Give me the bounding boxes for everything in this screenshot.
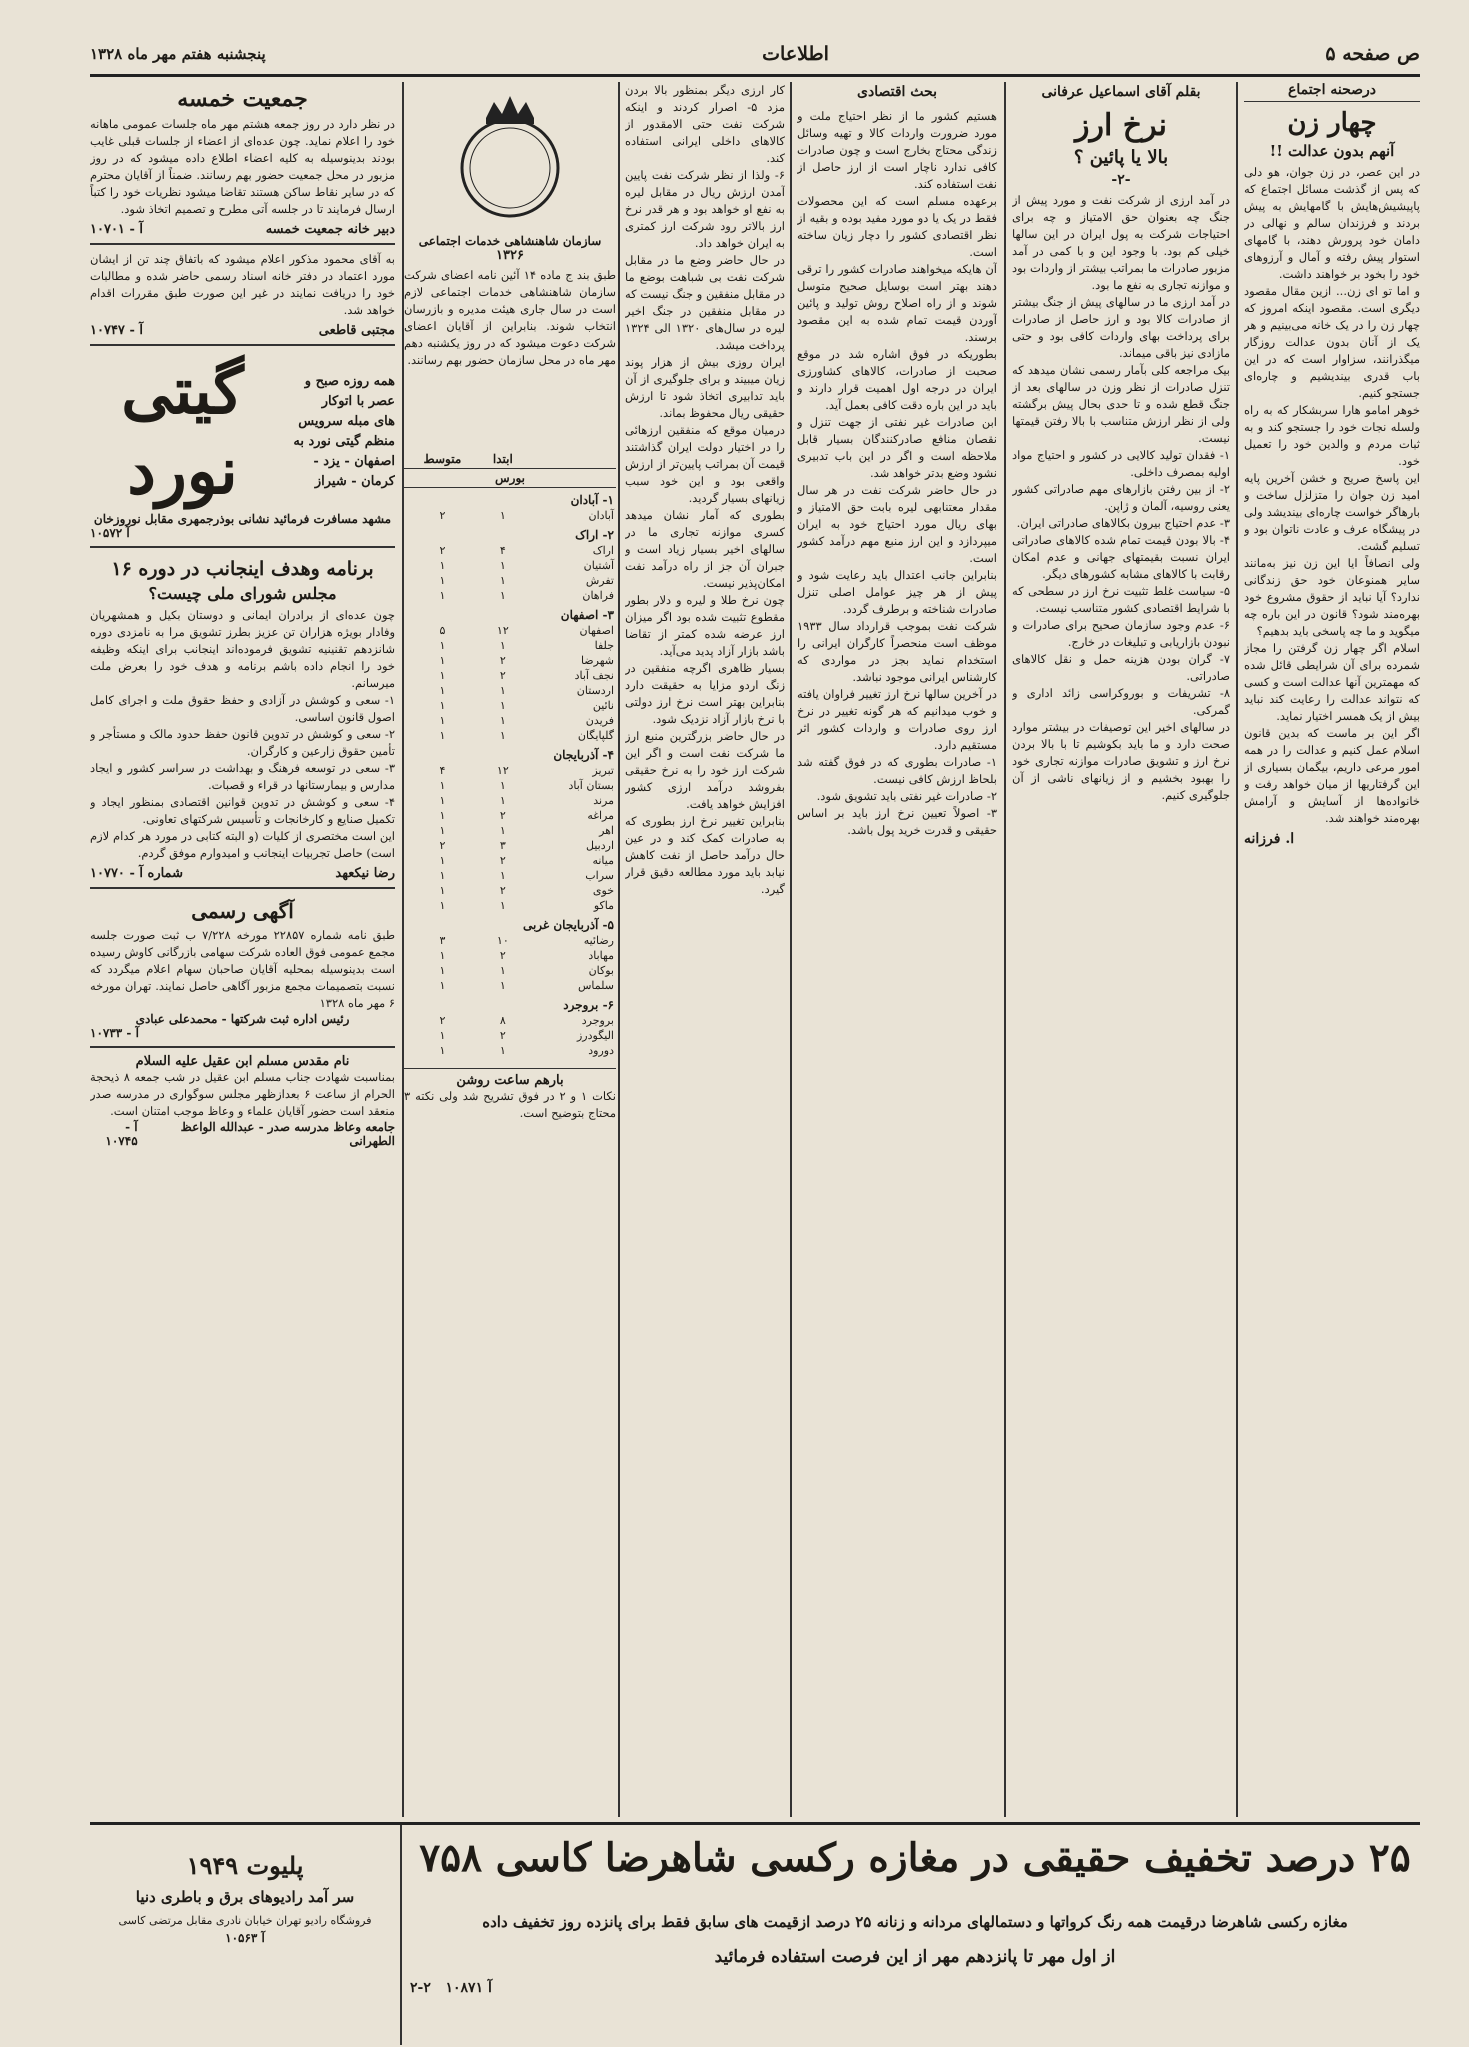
bourse-count: ۲ <box>439 1014 446 1027</box>
bourse-group-row <box>404 488 616 509</box>
program-notice <box>90 546 395 881</box>
bourse-count: ۱ <box>439 779 446 792</box>
bourse-count: ۱ <box>439 949 446 962</box>
bourse-count: ۲ <box>499 854 506 867</box>
section-label: بحث اقتصادی <box>857 84 937 100</box>
notice-footer <box>90 323 395 338</box>
article-paragraph: در آخرین سالها نرخ ارز تغییر فراوان یافته و خوب میدانیم که هر گونه تغییر در نرخ ارز روی صادرات و واردات کشور اثر مستقیم دارد. <box>797 687 997 752</box>
bourse-count: ۱۲ <box>496 624 509 637</box>
bourse-count: ۲ <box>439 509 446 522</box>
program-item: ۳- سعی در توسعه فرهنگ و بهداشت در سراسر کشور و ایجاد مدارس و بیمارستانها در قراء و قصبات. <box>90 761 395 792</box>
rexy-ad-line: مغازه رکسی شاهرضا درقیمت همه رنگ کرواتها و دستمالهای مردانه و زنانه ۲۵ درصد ازقیمت های سابق فقط برای پانزده روز تخفیف داده <box>482 1913 1348 1931</box>
bourse-city: اردبیل <box>586 839 614 852</box>
article-paragraph: کار ارزی دیگر بمنظور بالا بردن مزد ۵- اصرار کردند و اینکه شرکت نفت حتی الامقدور از کالاهای داخلی ایرانی استفاده کند. <box>625 83 785 165</box>
bourse-count: ۱ <box>439 639 446 652</box>
article-paragraph: در حال حاضر وضع ما در مقابل شرکت نفت بی شباهت بوضع ما در مقابل منفقین و جنگ نیست که در مقابل منفقین در جنگ اخیر لیره در سال‌های ۱۳۲۰ الی ۱۳۲۴ پرداخت میشد. <box>625 253 785 352</box>
giti-line: منظم گیتی نورد به <box>293 434 395 449</box>
bourse-col-header: ابتدا <box>481 450 525 469</box>
bourse-city: اردستان <box>576 684 614 697</box>
bourse-row <box>404 653 616 668</box>
bourse-city: اهر <box>599 824 614 837</box>
bourse-city: نجف آباد <box>574 669 614 682</box>
article-list-item: ۶- عدم وجود سازمان صحیح برای صادرات و نبودن بازاریابی و تبلیغات در خارج. <box>1012 618 1230 649</box>
bourse-count: ۱ <box>439 899 446 912</box>
article-list-item: ۳- اصولاً تعیین نرخ ارز باید بر اساس حقیقی و قدرت خرید پول باشد. <box>797 806 997 837</box>
bourse-row <box>404 573 616 588</box>
bourse-count: ۱ <box>499 684 506 697</box>
bourse-row <box>404 778 616 793</box>
bourse-table <box>404 450 616 1058</box>
bourse-count: ۱ <box>499 574 506 587</box>
bourse-row <box>404 763 616 778</box>
article-paragraph: در این عصر، در زن جوان، هو دلی که پس از گذشت مسائل اجتماع که پاپیشیش‌هایش با گامهایش به پیش بردند و فرزندان سالم و نهالی در دامان خود پرورش دهند، با گامهای استوار پیش رفته و آمال و آرزوهای خود را بخود بر خواهند داشت. <box>1244 165 1420 281</box>
notice-number: آ - ۱۰۷۴۷ <box>90 323 143 338</box>
article-list-item: ۵- سیاست غلط تثبیت نرخ ارز در سطحی که با شرایط اقتصادی کشور متناسب نیست. <box>1012 584 1230 615</box>
bourse-row <box>404 933 616 948</box>
bourse-city: رضائیه <box>583 934 614 947</box>
bourse-row <box>404 868 616 883</box>
bourse-count: ۱ <box>439 714 446 727</box>
bourse-row <box>404 978 616 993</box>
bourse-row <box>404 948 616 963</box>
bourse-row <box>404 728 616 743</box>
bourse-count: ۱ <box>439 699 446 712</box>
bourse-city: سراب <box>585 869 614 882</box>
article-paragraph: در حال حاضر بزرگترین منبع ارز ما شرکت نفت است و اگر این شرکت ارز خود را به نرخ حقیقی بفروشد درآمد ارزی کشور افزایش خواهد یافت. <box>625 729 785 811</box>
bourse-city: شهرضا <box>580 654 614 667</box>
bourse-row <box>404 588 616 603</box>
notice-footer <box>90 222 395 237</box>
article-paragraph: و اما تو ای زن... ازین مقال مقصود دیگری است. مقصود اینکه امروز که چهار زن را در یک خانه می‌بینیم و هر یک از آنان بدون عدالت روزگار میگذرانند، سزاوار است که در این باب قدری بیندیشیم و چاره‌ای جستجو کنیم. <box>1244 284 1420 400</box>
personal-notice <box>90 243 395 338</box>
bourse-table-section <box>404 450 616 1320</box>
bourse-row <box>404 668 616 683</box>
giti-address: مشهد مسافرت فرمائید نشانی بوذرجمهری مقابل نوروزخان <box>93 512 392 526</box>
official-notice-number: آ - ۱۰۷۳۳ <box>90 1026 139 1040</box>
bottom-ad-strip <box>90 1822 1420 2045</box>
article-paragraph: ایران روزی بیش از هزار پوند زیان میبیند و برای جلوگیری از آن باید تدابیری اتخاذ شود تا ارزش حقیقی ریال محفوظ بماند. <box>625 355 785 420</box>
bourse-count: ۱ <box>499 699 506 712</box>
article-paragraph: ۶- ولذا از نظر شرکت نفت پایین آمدن ارزش ریال در مقابل لیره به نفع او خواهد بود و هر قدر نرخ ارز بالاتر رود شرکت ارز کمتری به ایران خواهد داد. <box>625 168 785 250</box>
article-paragraph: بطوریکه در فوق اشاره شد در موقع صحبت از صادرات، کالاهای کشاورزی ایران در درجه اول اهمیت قرار دارند و باید در این باره دقت کافی بعمل آید. <box>797 347 997 412</box>
bourse-count: ۲ <box>499 669 506 682</box>
official-notice-title: آگهی رسمی <box>191 899 294 923</box>
philco-number: آ ۱۰۵۶۳ <box>225 1931 265 1945</box>
bourse-count: ۱ <box>439 979 446 992</box>
bourse-count: ۱ <box>499 779 506 792</box>
bourse-count: ۱ <box>439 729 446 742</box>
bourse-count: ۲ <box>499 884 506 897</box>
bourse-row <box>404 508 616 523</box>
bourse-count: ۱ <box>439 669 446 682</box>
article-list-item: ۷- گران بودن هزینه حمل و نقل کالاهای صادراتی. <box>1012 652 1230 683</box>
program-item: ۱- سعی و کوشش در آزادی و حفظ حقوق ملت و اجرای کامل اصول قانون اساسی. <box>90 693 395 724</box>
article-subtitle: آنهم بدون عدالت !! <box>1269 142 1395 160</box>
bourse-count: ۱۲ <box>496 764 509 777</box>
program-subtitle: مجلس شورای ملی چیست؟ <box>148 584 337 603</box>
bourse-count: ۱ <box>439 654 446 667</box>
program-paragraph: این است مختصری از کلیات (و البته کتابی در مورد هر کدام لازم است) حاصل تجربیات اینجانب و امیدوارم موفق گردم. <box>90 829 395 860</box>
bourse-city: دورود <box>588 1044 614 1057</box>
bourse-count: ۱ <box>499 509 506 522</box>
bourse-city: مراغه <box>587 809 614 822</box>
article-paragraph: خوهر امامو هارا سربشکار که به راه ولسله نجات خود را جستجو کند و به ثبات مردم و والدین خود را تعمیل خود. <box>1244 403 1420 468</box>
bourse-city: آبادان <box>588 509 614 522</box>
program-sign: رضا نیکعهد <box>335 866 395 881</box>
program-item: ۲- سعی و کوشش در تدوین قانون حفظ حدود مالک و مستأجر و تأمین حقوق زارعین و کارگران. <box>90 727 395 758</box>
article-paragraph: شرکت نفت بموجب قرارداد سال ۱۹۳۳ موظف است منحصراً کارگران ایرانی را استخدام نماید بجز در مواردی که کارشناس ایرانی موجود نباشد. <box>797 619 997 684</box>
bourse-count: ۱ <box>439 684 446 697</box>
program-footer <box>90 866 395 881</box>
bourse-count: ۲ <box>499 809 506 822</box>
bourse-count: ۱ <box>499 589 506 602</box>
bourse-city: سلماس <box>578 979 614 992</box>
article-continuation <box>625 82 785 1817</box>
official-notice-text: طبق نامه شماره ۲۲۸۵۷ مورخه ۷/۲۲۸ ب ثبت صورت جلسه مجمع عمومی فوق العاده شرکت سهامی بازرگانی کاوش رسیده است بدینوسیله بمحلیه آقایان صاحبان سهام اعلام میگردد که نسبت بتصمیمات مجمع مزبور آگاهی حاصل نمایند. تهران مورخه ۶ مهر ماه ۱۳۲۸ <box>90 928 395 1010</box>
bourse-row <box>404 823 616 838</box>
bourse-count: ۱ <box>439 869 446 882</box>
bourse-group-row <box>404 913 616 933</box>
notices-column <box>90 82 395 1817</box>
notice-sign: دبیر خانه جمعیت خمسه <box>265 222 395 237</box>
bourse-city: اصفهان <box>579 624 614 637</box>
notice-title: جمعیت خمسه <box>177 86 308 112</box>
bourse-row <box>404 638 616 653</box>
bourse-group-row <box>404 993 616 1013</box>
bourse-group-name: ۱- آبادان <box>570 493 614 507</box>
article-list-item: ۲- صادرات غیر نفتی باید تشویق شود. <box>816 789 997 803</box>
column-rule <box>1236 82 1238 1817</box>
article-paragraph: درمیان موقع که منفقین ارزهائی را در اختیار دولت ایران گذاشتند قیمت آن بمراتب پایین‌تر از ارزش واقعی بود و این خود سبب زیانهای بسیار گردید. <box>625 423 785 505</box>
program-paragraph: چون عده‌ای از برادران ایمانی و دوستان بکیل و همشهریان وفادار بویژه هزاران تن عزیز بطرز تشویق مرا به نامزدی دوره شانزدهم تقنینیه تشویق فرموده‌اند اینجانب برای اینکه وظیفه خود را انجام داده باشم برنامه و هدف خود را بعرض ملت میرسانم. <box>90 608 395 690</box>
article-paragraph: برعهده مسلم است که این محصولات فقط در یک یا دو مورد مفید بوده و بقیه از نظر اقتصادی کشور را دچار زیان ساخته است. <box>797 194 997 259</box>
bourse-count: ۱ <box>439 559 446 572</box>
bourse-count: ۱ <box>439 964 446 977</box>
article-byline: بقلم آقای اسماعیل عرفانی <box>1041 84 1201 100</box>
article-paragraph: اگر این بر ماست که بدین قانون اسلام عمل کنیم و عدالت را در همه امور مرعی داریم، بیگمان بسیاری از این گرفتاریها از میان خواهد رفت و خانواده‌ها از آسایش و آرامش بهره‌مند خواهند شد. <box>1244 726 1420 825</box>
article-paragraph: چون نرخ طلا و لیره و دلار بطور مقطوع تثبیت شده بود اگر میزان ارز عرضه شده کمتر از تقاضا باشد بازار آزاد پدید می‌آید. <box>625 593 785 658</box>
bourse-count: ۱ <box>499 639 506 652</box>
article-paragraph: بیک مراجعه کلی بآمار رسمی نشان میدهد که تنزل صادرات از نظر وزن در سالهای بعد از جنگ قطع شده و تا حدی بحال پیش برگشته ولی از نظر ارزش متناسب با بالا رفتن قیمتها نیست. <box>1012 363 1230 445</box>
issue-date: پنجشنبه هفتم مهر ماه ۱۳۲۸ <box>90 45 266 63</box>
bourse-count: ۸ <box>499 1014 506 1027</box>
bourse-count: ۱ <box>499 824 506 837</box>
article-paragraph: ابن صادرات غیر نفتی از جهت تنزل و نقصان منافع صادرکنندگان بسیار قابل ملاحظه است و اگر در این باب تدبیری نشود وضع بدتر خواهد شد. <box>797 415 997 480</box>
giti-nord-logo: گیتی نورد <box>121 354 244 509</box>
bourse-row <box>404 543 616 558</box>
bourse-count: ۱ <box>499 714 506 727</box>
mourning-notice <box>90 1046 395 1148</box>
article-paragraph: در آمد ارزی از شرکت نفت و مورد پیش از جنگ چه بعنوان حق الامتیاز و چه برای احتیاجات شرکت به پول ایران در این سالها خیلی کم بود. با وجود این و با کمی در آمد مزبور صادرات ما بمراتب بیشتر از واردات بود و موازنه تجاری به نفع ما بود. <box>1012 193 1230 292</box>
bourse-city: مهاباد <box>588 949 614 962</box>
note-title: بارهم ساعت روشن <box>404 1068 616 1088</box>
giti-nord-ad <box>90 344 395 512</box>
bourse-count: ۱ <box>499 729 506 742</box>
bourse-city: جلفا <box>594 639 614 652</box>
bourse-count: ۱ <box>499 869 506 882</box>
bourse-count: ۴ <box>499 544 506 557</box>
bourse-row <box>404 853 616 868</box>
bourse-count: ۱ <box>439 1044 446 1057</box>
notice-number: آ - ۱۰۷۰۱ <box>90 222 143 237</box>
notice-text: طبق بند ج ماده ۱۴ آئین نامه اعضای شرکت سازمان شاهنشاهی خدمات اجتماعی لازم است در سال جاری هیئت مدیره و بازرسان انتخاب شوند. بنابراین از آقایان اعضای شرکت دعوت میشود که در روز یکشنبه دهم مهر ماه در محل سازمان حضور بهم رسانند. <box>404 268 616 367</box>
page-number: ص صفحه ۵ <box>1325 43 1420 65</box>
bourse-count: ۱ <box>499 899 506 912</box>
giti-line: کرمان - شیراز <box>314 474 395 489</box>
mourning-number: آ - ۱۰۷۴۵ <box>105 1120 138 1148</box>
article-list-item: ۱- فقدان تولید کالایی در کشور و احتیاج مواد اولیه بمصرف داخلی. <box>1012 448 1230 479</box>
bourse-row <box>404 713 616 728</box>
giti-line: همه روزه صبح و عصر با اتوکار <box>304 374 395 409</box>
article-chahar-zan <box>1244 82 1420 1817</box>
article-paragraph: در آمد ارزی ما در سالهای پیش از جنگ بیشتر از صادرات کالا بود و ارز حاصل از صادرات برای پرداخت بهای واردات کافی بود و حتی مازادی نیز باقی میماند. <box>1012 295 1230 360</box>
bourse-title: بورس <box>404 469 616 488</box>
bourse-group-name: ۲- اراک <box>575 528 614 542</box>
bourse-count: ۱۰ <box>496 934 509 947</box>
bourse-city: نائین <box>592 699 614 712</box>
bourse-city: آشتیان <box>583 559 614 572</box>
article-list-item: ۲- از بین رفتن بازارهای مهم صادراتی کشور یعنی روسیه، آلمان و ژاپن. <box>1012 482 1230 513</box>
bourse-group-name: ۵- آذربایجان غربی <box>522 918 614 932</box>
bourse-count: ۱ <box>439 574 446 587</box>
article-paragraph: بسیار ظاهری اگرچه منفقین در زنگ اردو مزایا به حقیقت دارد بنابراین بهتر است نرخ ارز دولتی با نرخ بازار آزاد نزدیک شود. <box>625 661 785 726</box>
bourse-row <box>404 1013 616 1028</box>
rexy-ad-line: از اول مهر تا پانزدهم مهر از این فرصت استفاده فرمائید <box>714 1947 1116 1967</box>
bourse-count: ۳ <box>439 934 446 947</box>
bourse-count: ۱ <box>439 794 446 807</box>
section-label: درصحنه اجتماع <box>1244 82 1420 102</box>
column-rule <box>618 82 620 1817</box>
bourse-city: تفرش <box>585 574 614 587</box>
article-paragraph: هستیم کشور ما از نظر احتیاج ملت و مورد ضرورت واردات کالا و تهیه وسائل زندگی محتاج بخارج است و چون صادرات کافی ندارد ناچار است از ارز حاصل از نفت استفاده کند. <box>797 109 997 191</box>
bourse-city: گلپایگان <box>577 729 614 742</box>
article-list-item: ۸- تشریفات و بوروکراسی زائد اداری و گمرکی. <box>1012 686 1230 717</box>
social-services-notice <box>404 82 616 442</box>
bourse-city: الیگودرز <box>576 1029 614 1042</box>
bourse-city: فراهان <box>582 589 614 602</box>
mourning-text: بمناسبت شهادت جناب مسلم ابن عقیل در شب جمعه ۸ ذیحجة الحرام از ساعت ۶ بعدازظهر مجلس سوگواری در مدرسه صدر منعقد است حضور آقایان علماء و وعاظ موجب امتنان است. <box>90 1070 395 1118</box>
program-item: ۴- سعی و کوشش در تدوین قوانین اقتصادی بمنظور ایجاد و تکمیل صنایع و کارخانجات و تأسیس شرکتهای تعاونی. <box>90 795 395 826</box>
official-notice-sign: رئیس اداره ثبت شرکتها - محمدعلی عبادی <box>135 1012 350 1026</box>
mourning-sign: جامعه وعاظ مدرسه صدر - عبدالله الواعظ الطهرانی <box>180 1120 395 1148</box>
bourse-row <box>404 963 616 978</box>
article-list-item: ۳- عدم احتیاج بیرون بکالاهای صادراتی ایران. <box>1016 516 1230 530</box>
giti-line: اصفهان - یزد - <box>313 454 395 469</box>
bourse-row <box>404 698 616 713</box>
article-paragraph: اسلام اگر چهار زن گرفتن را مجاز شمرده برای آن شرایطی قائل شده که مهمترین آنها عدالت است و کسی که نتواند عدالت را رعایت کند نباید بیش از یک همسر اختیار نماید. <box>1244 641 1420 723</box>
bourse-city: تبریز <box>592 764 614 777</box>
crown-emblem-icon <box>440 88 580 228</box>
philco-ad <box>90 1825 402 2045</box>
bourse-group-row <box>404 743 616 763</box>
bourse-row <box>404 1043 616 1058</box>
bourse-city: میانه <box>592 854 614 867</box>
bourse-row <box>404 838 616 853</box>
giti-line: های مبله سرویس <box>298 414 395 429</box>
column-rule <box>790 82 792 1817</box>
bourse-city: خوی <box>592 884 614 897</box>
program-number: شماره آ - ۱۰۷۷۰ <box>90 866 183 881</box>
bourse-row <box>404 883 616 898</box>
giti-lines <box>275 372 395 492</box>
bourse-count: ۴ <box>439 764 446 777</box>
bourse-count: ۱ <box>439 1029 446 1042</box>
article-paragraph: بنابراین جانب اعتدال باید رعایت شود و پیش از هر چیز عوامل اصلی تنزل صادرات شناخته و برطرف گردد. <box>797 568 997 616</box>
bourse-city-header <box>525 450 616 469</box>
article-paragraph: این پاسخ صریح و خشن آخرین پایه امید زن جوان را متزلزل ساخت و بارهاگر خواست چاره‌ای بیندیشد ولی در پیشگاه عرف و عادت ناتوان بود و تسلیم گشت. <box>1244 471 1420 553</box>
bourse-row <box>404 793 616 808</box>
bourse-count: ۱ <box>499 964 506 977</box>
giti-number: آ ۱۰۵۷۲ <box>90 526 130 540</box>
article-paragraph: آن هایکه میخواهند صادرات کشور را ترقی دهند بهتر است بوسایل صحیح متوسل شوند و از راه اصلاح روش تولید و پائین آوردن قیمت تمام شده به این مقصود برسند. <box>797 262 997 344</box>
bourse-row <box>404 1028 616 1043</box>
article-part: -۲- <box>1111 172 1131 188</box>
bourse-count: ۱ <box>499 1044 506 1057</box>
bourse-row <box>404 558 616 573</box>
bourse-row <box>404 683 616 698</box>
emblem-year: ۱۳۲۶ <box>496 248 524 263</box>
note-text: نکات ۱ و ۲ در فوق تشریح شد ولی نکته ۳ محتاج بتوضیح است. <box>404 1089 616 1120</box>
program-title: برنامه وهدف اینجانب در دوره ۱۶ <box>111 558 374 580</box>
mourning-title: نام مقدس مسلم ابن عقیل علیه السلام <box>135 1054 350 1069</box>
column-rule <box>1004 82 1006 1817</box>
bourse-count: ۱ <box>499 559 506 572</box>
bourse-city: بروجرد <box>581 1014 614 1027</box>
article-economic-discussion <box>797 82 997 1817</box>
article-paragraph: ولی انصافاً ایا این زن نیز به‌مانند سایر همنوعان خود حق زندگانی ندارد؟ آیا نباید از حقوق مشروع خود بهره‌مند شود؟ قانون در این باره چه میگوید و ما چه پاسخی باید بدهیم؟ <box>1244 556 1420 638</box>
bourse-count: ۱ <box>439 824 446 837</box>
bourse-count: ۱ <box>439 884 446 897</box>
article-paragraph: بنابراین تغییر نرخ ارز بطوری که به صادرات کمک کند و در عین حال درآمد حاصل از نفت کاهش نیابد باید مورد مطالعه دقیق قرار گیرد. <box>625 814 785 896</box>
bourse-count: ۵ <box>439 624 446 637</box>
rexy-ad-headline: ۲۵ درصد تخفیف حقیقی در مغازه رکسی شاهرضا کاسی ۷۵۸ <box>419 1835 1411 1881</box>
notice-text: به آقای محمود مذکور اعلام میشود که باتفاق چند تن از ایشان مورد اعتماد در دفتر خانه اسناد رسمی حاضر شده و مطالبات خود را دریافت نمایند در غیر این صورت طبق مقررات اقدام خواهد شد. <box>90 252 395 317</box>
article-subtitle: بالا یا پائین ؟ <box>1073 147 1169 168</box>
bourse-row <box>404 898 616 913</box>
bourse-count: ۲ <box>439 839 446 852</box>
bourse-row <box>404 623 616 638</box>
rexy-ad-number: آ ۱۰۸۷۱ ۲-۲ <box>410 1980 492 1996</box>
bourse-count: ۲ <box>499 654 506 667</box>
emblem-text: سازمان شاهنشاهی خدمات اجتماعی <box>418 234 602 248</box>
bourse-group-name: ۶- بروجرد <box>563 998 614 1012</box>
bourse-city: فریدن <box>585 714 614 727</box>
bourse-city: بوکان <box>588 964 614 977</box>
bourse-group-row <box>404 523 616 543</box>
bourse-count: ۱ <box>439 589 446 602</box>
bourse-count: ۲ <box>439 544 446 557</box>
bourse-count: ۲ <box>499 1029 506 1042</box>
bourse-count: ۱ <box>439 809 446 822</box>
article-paragraph: بطوری که آمار نشان میدهد کسری موازنه تجاری ما در سالهای اخیر بسیار زیاد است و جبران آن جز از راه درآمد نفت امکان‌پذیر نیست. <box>625 508 785 590</box>
official-notice <box>90 887 395 1040</box>
article-title: چهار زن <box>1287 108 1377 138</box>
bourse-count: ۳ <box>499 839 506 852</box>
bourse-count: ۱ <box>499 979 506 992</box>
bourse-count: ۲ <box>499 949 506 962</box>
notice-text: در نظر دارد در روز جمعه هشتم مهر ماه جلسات عمومی ماهانه خود را اعلام نماید. چون عده‌ای از اعضاء از جلسات قبلی غایب بودند بدینوسیله به کلیه اعضاء اطلاع داده میشود که در روز مزبور در محل جمعیت حضور بهم رسانند. ضمناً از آقایان محترم که در سایر نقاط ساکن هستند تقاضا میشود نظریات خود را کتباً ارسال فرمایند تا در جلسه آتی مطرح و تصمیم اتخاذ شود. <box>90 117 395 216</box>
bourse-count: ۱ <box>439 854 446 867</box>
bourse-city: بستان آباد <box>568 779 614 792</box>
article-nerkh-arz <box>1012 82 1230 1817</box>
bourse-row <box>404 808 616 823</box>
philco-line: سر آمد رادیوهای برق و باطری دنیا <box>135 1888 355 1906</box>
bourse-group-name: ۳- اصفهان <box>560 608 614 622</box>
article-list-item: ۱- صادرات بطوری که در فوق گفته شد بلحاظ ارزش کافی نیست. <box>797 755 997 786</box>
bourse-group-name: ۴- آذربایجان <box>553 748 614 762</box>
page-header <box>90 34 1420 77</box>
mourning-footer <box>90 1120 395 1148</box>
article-paragraph: در حال حاضر شرکت نفت در هر سال مقدار معتنابهی لیره بابت حق الامتیاز و بهای ریال مورد احتیاج خود به ایران میپردازد و این ارز منبع مهم درآمد کشور است. <box>797 483 997 565</box>
article-paragraph: در سالهای اخیر این توصیفات در بیشتر موارد صحت دارد و ما باید بکوشیم تا با بالا بردن نرخ ارز و تشویق صادرات موازنه تجاری خود را بهبود بخشیم و از زیانهای ناشی از آن جلوگیری کنیم. <box>1012 720 1230 802</box>
newspaper-name: اطلاعات <box>762 43 829 65</box>
bourse-count: ۱ <box>499 794 506 807</box>
bourse-city: مرند <box>593 794 614 807</box>
article-title: نرخ ارز <box>1074 108 1168 143</box>
notice-sign: مجتبی قاطعی <box>318 323 395 338</box>
philco-title: پلیوت ۱۹۴۹ <box>186 1851 304 1880</box>
bourse-city: اراک <box>592 544 614 557</box>
bourse-group-row <box>404 603 616 623</box>
philco-address: فروشگاه رادیو تهران خیابان نادری مقابل مرتضی کاسی <box>118 1914 372 1927</box>
article-list-item: ۴- بالا بودن قیمت تمام شده کالاهای صادراتی ایران نسبت بقیمتهای جهانی و عدم امکان رقابت با کالاهای مشابه کشورهای دیگر. <box>1012 533 1230 581</box>
bourse-table-body <box>404 488 616 1059</box>
bourse-col-header: متوسط <box>404 450 481 469</box>
article-signature: ا. فرزانه <box>1244 831 1295 847</box>
bourse-city: ماکو <box>593 899 614 912</box>
